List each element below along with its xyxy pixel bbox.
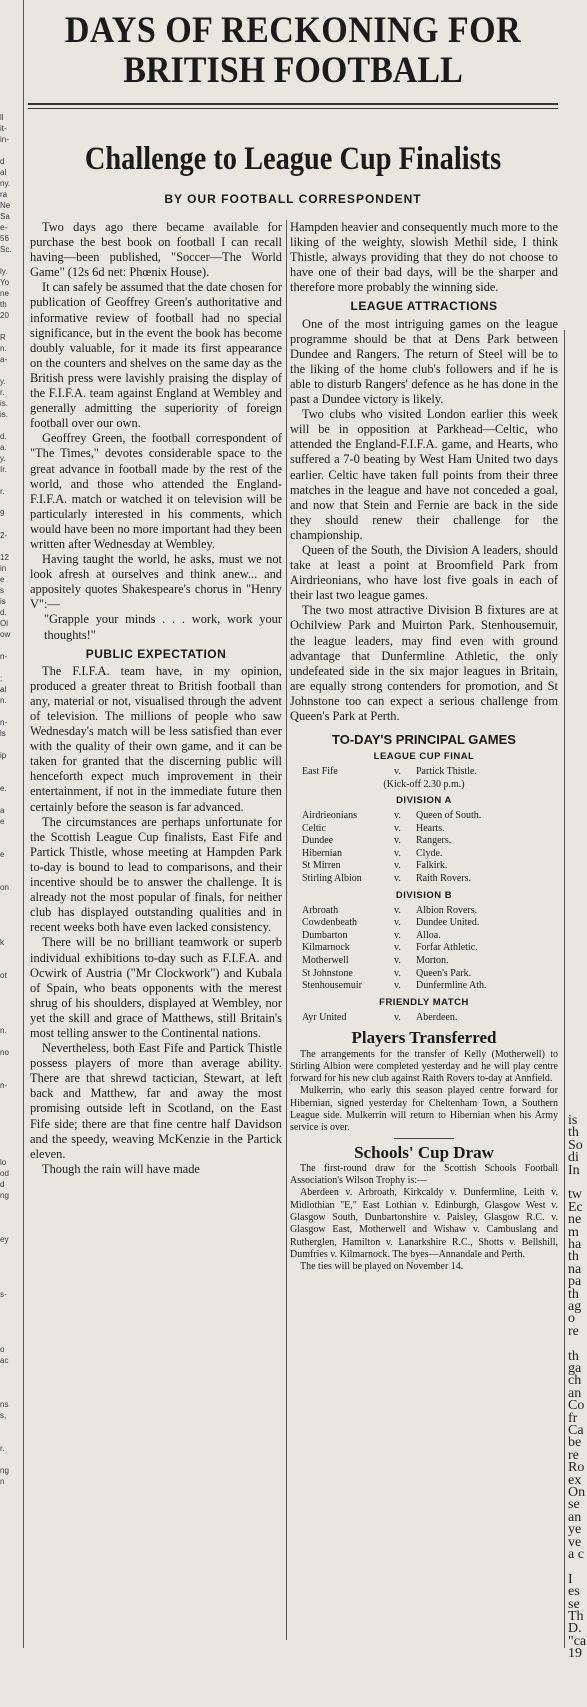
margin-fragment [0,904,22,915]
margin-fragment: In [568,1162,580,1178]
margin-fragment: th [0,300,7,309]
margin-fragment: ve [568,1534,582,1550]
away-team: Alloa. [416,929,441,941]
margin-fragment: se [568,1596,580,1612]
margin-fragment: ye [568,1522,582,1538]
home-team: Stenhousemuir [302,980,362,992]
margin-fragment [0,1597,22,1608]
margin-fragment [0,1641,22,1652]
margin-fragment: n- [0,652,8,661]
home-team: Celtic [302,822,326,834]
paragraph: Two clubs who visited London earlier this week will be in opposition at Parkhead—Celtic, who attended the England-F.I.F.A. game, and Hearts, who suffered a 7-0 beating by West Ham United two days earlier. Celtic have taken full points from their three matches in the league and have not conceded a goal, and now that Stein and Fernie are back in the side they should renew their challenge for the championship. [290,407,558,542]
division-a-heading: DIVISION A [396,794,452,806]
margin-fragment: ly. [0,267,8,276]
margin-fragment: be [568,1435,582,1451]
margin-fragment: di [568,1150,579,1166]
cup-final-heading: LEAGUE CUP FINAL [373,751,475,763]
fixture-row [290,930,558,943]
margin-fragment: On [568,1485,586,1500]
margin-fragment: an [568,1509,582,1525]
margin-fragment: pa [568,1274,582,1290]
margin-fragment: I [568,1571,573,1587]
margin-fragment: r. [0,388,5,397]
schools-story [290,1163,558,1274]
margin-fragment [0,1630,22,1641]
margin-fragment [0,992,22,1003]
margin-fragment [0,761,22,772]
margin-fragment [0,706,22,717]
margin-fragment: Ir. [0,465,7,474]
margin-fragment [0,640,22,651]
away-team: Forfar Athletic. [416,942,478,954]
margin-fragment: ga [568,1361,582,1376]
margin-fragment [0,871,22,882]
margin-fragment [0,1674,22,1685]
margin-fragment [0,926,22,937]
margin-fragment [0,1575,22,1586]
versus: v. [394,929,401,941]
transfer-story [290,1049,558,1135]
margin-fragment [0,1366,22,1377]
home-team: Airdrieonians [302,809,357,821]
margin-fragment [0,1124,22,1135]
right-margin-column-fragment [566,0,587,1662]
margin-fragment [0,1300,22,1311]
right-column-rule [564,330,565,1648]
margin-fragment: ey [0,1235,9,1244]
margin-fragment: Ne [0,201,11,210]
margin-fragment: Sc. [0,245,12,254]
home-team: Cowdenbeath [302,917,357,929]
margin-fragment [0,1113,22,1124]
margin-fragment: lo [0,1158,7,1167]
margin-fragment: e [0,817,5,826]
margin-fragment [0,860,22,871]
schools-cup-heading: Schools' Cup Draw [354,1142,494,1162]
versus: v. [394,766,401,778]
left-margin-column-fragment [0,0,22,1648]
fixture-row [290,942,558,955]
division-a-fixtures [290,810,558,886]
margin-fragment: fr [568,1410,578,1426]
margin-fragment: ch [568,1373,582,1389]
home-team: Hibernian [302,847,342,859]
left-column-rule [23,0,24,1648]
margin-fragment [0,981,22,992]
margin-fragment [0,1245,22,1256]
margin-fragment [0,1014,22,1025]
margin-fragment: ot [0,971,7,980]
versus: v. [394,904,401,916]
margin-fragment [0,1388,22,1399]
margin-fragment: y. [0,377,6,386]
fixture-row [290,823,558,836]
margin-fragment [0,1509,22,1520]
paragraph: The circumstances are perhaps unfortunate for the Scottish League Cup finalists, East Fife and Partick Thistle, whose meeting at Hampden Park to-day is bound to lead to comparisons, and their incentive should be to answer the challenge. It is already not the most popular of finals, for neither club has displayed outstanding qualities and in recent weeks both have even lacked consistency. [30,814,282,935]
margin-fragment: k [0,938,4,947]
margin-fragment: th [568,1125,579,1141]
margin-fragment: re [568,1323,579,1339]
margin-fragment [0,1619,22,1630]
paragraph: The ties will be played on November 14. [300,1261,464,1273]
home-team: Dundee [302,835,334,847]
margin-fragment [0,1003,22,1014]
margin-fragment: ng [0,1466,9,1475]
margin-fragment: an [568,1385,582,1401]
margin-fragment: d [0,157,5,166]
away-team: Hearts. [416,822,445,834]
versus: v. [394,980,401,992]
margin-fragment: a. [0,443,7,452]
margin-fragment: "ca [568,1633,587,1649]
margin-fragment [0,772,22,783]
margin-fragment: ns [0,1400,9,1409]
paragraph: Queen of the South, the Division A leaders, should take at least a point at Broomfield Park from Airdrieonians, who have lost five goals in each of their last two league games. [290,542,558,603]
margin-fragment [0,1531,22,1542]
margin-fragment [0,1432,22,1443]
margin-fragment [0,1069,22,1080]
away-team: Partick Thistle. [416,766,477,778]
margin-fragment [0,1652,22,1663]
margin-fragment: n. [0,344,7,353]
paragraph: It can safely be assumed that the date chosen for publication of Geoffrey Green's authoritative and informative review of football had no special significance, but in the event the book has become doubly valuable, for it made its first appearance on the counters and shelves on the same day as the British press were lavishly praising the display of the F.I.F.A. team against England at Wembley and generally admitting the superiority of foreign football over our own. [30,280,282,431]
margin-fragment: se [568,1497,580,1513]
margin-fragment: D. [568,1621,582,1637]
versus: v. [394,860,401,872]
versus: v. [394,1011,401,1023]
kickoff-time: (Kick-off 2.30 p.m.) [383,778,465,790]
margin-fragment: 20 [0,311,9,320]
division-b-heading: DIVISION B [395,889,453,901]
versus: v. [394,835,401,847]
margin-fragment [0,794,22,805]
paragraph: The first-round draw for the Scottish Schools Football Association's Wilson Trophy is:— [290,1162,558,1187]
margin-fragment: ne [0,289,9,298]
fixture-row [290,905,558,918]
margin-fragment [0,1311,22,1322]
margin-fragment: in- [0,135,9,144]
margin-fragment [0,662,22,673]
fixture-row [290,873,558,886]
margin-fragment: d. [0,432,7,441]
margin-fragment [0,1278,22,1289]
paragraph: Though the rain will have made [42,1161,200,1176]
divider [394,1138,454,1139]
margin-fragment: n- [0,718,8,727]
margin-fragment [0,145,22,156]
margin-fragment: is. [0,410,8,419]
margin-fragment: is [568,1113,578,1128]
margin-fragment [0,1498,22,1509]
margin-fragment: a c [568,1547,584,1562]
paragraph: One of the most intriguing games on the league programme should be that at Dens Park between Dundee and Rangers. The return of Steel will be to the liking of the home club's followers and if he is able to disturb Rangers' defence as he has done in the past a Dundee victory is likely. [290,316,558,407]
margin-fragment [0,1520,22,1531]
margin-fragment [0,1135,22,1146]
players-transferred-heading: Players Transferred [351,1028,497,1048]
margin-fragment: ow [0,630,11,639]
margin-fragment [0,948,22,959]
versus: v. [394,872,401,884]
article-column-1 [30,220,282,1177]
margin-fragment: od [0,1169,9,1178]
margin-fragment: R [0,333,6,342]
margin-fragment: tw [568,1187,582,1203]
fixture-row [290,766,558,779]
margin-fragment [0,959,22,970]
away-team: Queen's Park. [416,967,472,979]
margin-fragment [0,1586,22,1597]
margin-fragment: on [0,883,9,892]
home-team: St Mirren [302,860,341,872]
margin-fragment: a [0,806,5,815]
home-team: Kilmarnock [302,942,350,954]
paragraph: Geoffrey Green, the football correspondent of "The Times," devotes considerable space to the great advance in football made by the rest of the world, and those who attended the England-F.I.F.A. match or watched it on television will be particularly interested in his comments, which would have been no more important had they been written after Wednesday at Wembley. [30,431,282,551]
margin-fragment: th [568,1286,579,1302]
away-team: Dunfermline Ath. [416,980,487,992]
margin-fragment: So [568,1137,583,1153]
margin-fragment: ag [568,1299,582,1314]
margin-fragment: r. [0,1444,5,1453]
margin-fragment: ; [0,674,3,683]
margin-fragment [0,519,22,530]
margin-fragment [0,321,22,332]
paragraph: Nevertheless, both East Fife and Partick Thistle possess players of more than average ability. There are that shrewd tactician, Stewart, at left back and Matthew, far and away the most promising outside left in Scotland, on the East Fife side; there are that fine centre half Davidson and the speedy, weaving McKenzie in the Partick eleven. [30,1041,282,1161]
away-team: Dundee United. [416,917,480,929]
margin-fragment [0,255,22,266]
margin-fragment: o [568,1311,575,1327]
margin-fragment: Ec [568,1199,583,1215]
fixture-row [290,980,558,993]
margin-fragment [0,893,22,904]
section-heading-public-expectation: PUBLIC EXPECTATION [85,646,227,661]
margin-fragment: re [568,1447,579,1463]
margin-fragment [0,1267,22,1278]
margin-fragment [0,1454,22,1465]
margin-fragment [0,1685,22,1696]
home-team: St Johnstone [302,967,353,979]
margin-fragment: 2- [0,531,8,540]
margin-fragment [0,1663,22,1674]
away-team: Rangers. [416,835,452,847]
headline-divider [28,103,558,105]
margin-fragment [0,541,22,552]
headline-line-2: BRITISH FOOTBALL [123,50,463,91]
paragraph: Two days ago there became available for purchase the best book on football I can recall having—been published, "Soccer—The World Game" (12s 6d net: Phœnix House). [30,220,282,280]
margin-fragment: ac [0,1356,9,1365]
paragraph: The two most attractive Division B fixtures are at Ochilview Park and Muirton Park. Stenhousemuir, the league leaders, may find even with ground advantage that Dunfermline Athletic, the only undefeated side in the six major leagues in Britain, are equally strong contenders for promotion, and St Johnstone too can expect a serious challenge from Queen's Park at Perth. [290,603,558,723]
fixtures-title: TO-DAY'S PRINCIPAL GAMES [332,732,516,748]
margin-fragment [0,827,22,838]
margin-fragment: ne [568,1212,582,1228]
margin-fragment: es [568,1584,580,1600]
margin-fragment [0,475,22,486]
margin-fragment [0,1322,22,1333]
versus: v. [394,942,401,954]
margin-fragment: n. [0,1026,7,1035]
margin-fragment: r. [0,487,5,496]
margin-fragment: ex [568,1472,582,1488]
home-team: East Fife [302,766,338,778]
paragraph: The F.I.F.A. team have, in my opinion, produced a greater threat to British football than any, material or not, visualised through the advent of television. The millions of people who saw Wednesday's match will be less satisfied than ever with the quality of their own game, and it can be taken for granted that the discerning public will henceforth expect much improvement in their entertainment, if not in the immediate future then certainly before the season is far advanced. [30,663,282,814]
away-team: Albion Rovers. [416,904,478,916]
margin-fragment [0,1564,22,1575]
margin-fragment: n. [0,696,7,705]
versus: v. [394,955,401,966]
margin-fragment: e [0,850,5,859]
versus: v. [394,917,401,929]
paragraph: Hampden heavier and consequently much more to the liking of the weighty, slowish Methil side, I think Thistle, always providing that they do not choose to have one of their bad days, will be the sharper and therefore more probably the winning side. [290,220,558,295]
margin-fragment [0,1377,22,1388]
margin-fragment: s [0,586,4,595]
margin-fragment [0,1201,22,1212]
margin-fragment: e [0,575,5,584]
margin-fragment: d [0,1180,5,1189]
margin-fragment: ng [0,1191,9,1200]
margin-fragment [0,1036,22,1047]
margin-fragment: a- [0,355,8,364]
margin-fragment: Ol [0,619,8,628]
margin-fragment: Yo [0,278,10,287]
margin-fragment [0,1696,22,1707]
headline-divider-thin [28,108,558,109]
paragraph: Aberdeen v. Arbroath, Kirkcaldy v. Dunfermline, Leith v. Midlothian "E," East Lothian v. Edinburgh, Glasgow West v. Glasgow South, Dunbartonshire v. Paisley, Glasgow R.C. v. Glasgow East, Motherwell and Wishaw v. Cambuslang and Rutherglen, Hamilton v. Lanarkshire R.C., Shotts v. Bellshill, Dumfries v. Kilmarnock. The byes—Annandale and Perth. [290,1187,558,1260]
home-team: Motherwell [302,955,349,966]
headline-line-1: DAYS OF RECKONING FOR [64,10,522,51]
margin-fragment [0,739,22,750]
margin-fragment: n- [0,1081,8,1090]
margin-fragment: 19 [568,1646,582,1662]
paragraph: The arrangements for the transfer of Kelly (Motherwell) to Stirling Albion were completed yesterday and he will play centre forward for his new club against Raith Rovers to-day at Annfield. [290,1048,558,1085]
margin-fragment [0,1223,22,1234]
margin-fragment [0,1256,22,1267]
margin-fragment [0,838,22,849]
margin-fragment: y. [0,454,6,463]
versus: v. [394,809,401,821]
margin-fragment [0,1487,22,1498]
margin-fragment: Ca [568,1423,584,1438]
margin-fragment: na [568,1261,582,1277]
margin-fragment: 12 [0,553,9,562]
paragraph: Mulkerrin, who early this season played centre forward for Hibernian, signed yesterday for Cheltenham Town, a Southern League side. Mulkerrin will return to Hibernian when his Army service is over. [290,1085,558,1134]
margin-fragment [0,1058,22,1069]
margin-fragment: ra [0,190,8,199]
fixture-row [290,955,558,968]
away-team: Falkirk. [416,860,448,872]
margin-fragment [0,1421,22,1432]
margin-fragment: th [568,1249,579,1265]
margin-fragment: Sa [0,212,10,221]
shakespeare-quote: "Grapple your minds . . . work, work your thoughts!" [44,612,282,642]
margin-fragment: in [0,564,7,573]
margin-fragment: th [568,1348,579,1364]
versus: v. [394,847,401,859]
home-team: Stirling Albion [302,872,362,884]
margin-fragment [0,1542,22,1553]
margin-fragment [0,1212,22,1223]
away-team: Aberdeen. [416,1011,458,1023]
margin-fragment: ip [0,751,7,760]
margin-fragment: ls [0,729,6,738]
fixture-row [290,917,558,930]
subheadline: Challenge to League Cup Finalists [84,141,502,177]
margin-fragment [0,1333,22,1344]
fixture-row [290,1012,558,1025]
margin-fragment [0,365,22,376]
margin-fragment: d. [0,608,7,617]
fixture-row [290,848,558,861]
margin-fragment: is [0,597,6,606]
fixture-row [290,835,558,848]
margin-fragment: ny. [0,179,11,188]
away-team: Raith Rovers. [416,872,471,884]
versus: v. [394,822,401,834]
away-team: Queen of South. [416,809,482,821]
center-column-rule [286,220,287,1640]
margin-fragment: no [0,1048,9,1057]
away-team: Clyde. [416,847,443,859]
margin-fragment: m [568,1224,579,1240]
margin-fragment [0,1553,22,1564]
margin-fragment [0,1102,22,1113]
paragraph: There will be no brilliant teamwork or superb individual exhibitions to-day such as F.I.F.A. and Ocwirk of Austria ("Mr Clockwork") and Kubala of Spain, who beats opponents with the merest shrug of his shoulders, displayed at Wembley, nor yet the skill and grace of Matthews, still Britain's most telling answer to the Continental nations. [30,935,282,1040]
margin-fragment [0,915,22,926]
fixture-row [290,968,558,981]
margin-fragment [0,420,22,431]
margin-fragment: 56 [0,234,9,243]
home-team: Dumbarton [302,929,348,941]
article-column-2 [290,220,558,1273]
margin-fragment: s, [0,1411,7,1420]
margin-fragment: it- [0,124,7,133]
margin-fragment: is. [0,399,8,408]
away-team: Morton. [416,955,449,966]
section-heading-league-attractions: LEAGUE ATTRACTIONS [350,299,498,314]
fixture-row [290,810,558,823]
margin-fragment: n [0,1477,5,1486]
fixture-row [290,860,558,873]
margin-fragment: 9 [0,509,5,518]
margin-fragment [0,1608,22,1619]
division-b-fixtures [290,905,558,993]
margin-fragment: ha [568,1237,582,1252]
margin-fragment: Co [568,1398,585,1414]
paragraph: Having taught the world, he asks, must we not look afresh at ourselves and think anew... and appositely quotes Shakespeare's chorus in "Henry V":— [30,552,282,612]
margin-fragment: Ro [568,1460,585,1476]
friendly-heading: FRIENDLY MATCH [379,996,469,1008]
margin-fragment: ll [0,113,4,122]
margin-fragment: Th [568,1609,584,1624]
margin-fragment: al [0,685,7,694]
home-team: Ayr United [302,1011,347,1023]
margin-fragment: e. [0,784,7,793]
margin-fragment: e- [0,223,8,232]
margin-fragment: o [0,1345,5,1354]
margin-fragment: s- [0,1290,7,1299]
margin-fragment [0,1146,22,1157]
home-team: Arbroath [302,904,339,916]
margin-fragment: al [0,168,7,177]
margin-fragment [0,497,22,508]
byline: BY OUR FOOTBALL CORRESPONDENT [164,192,422,206]
versus: v. [394,967,401,979]
margin-fragment [0,1091,22,1102]
